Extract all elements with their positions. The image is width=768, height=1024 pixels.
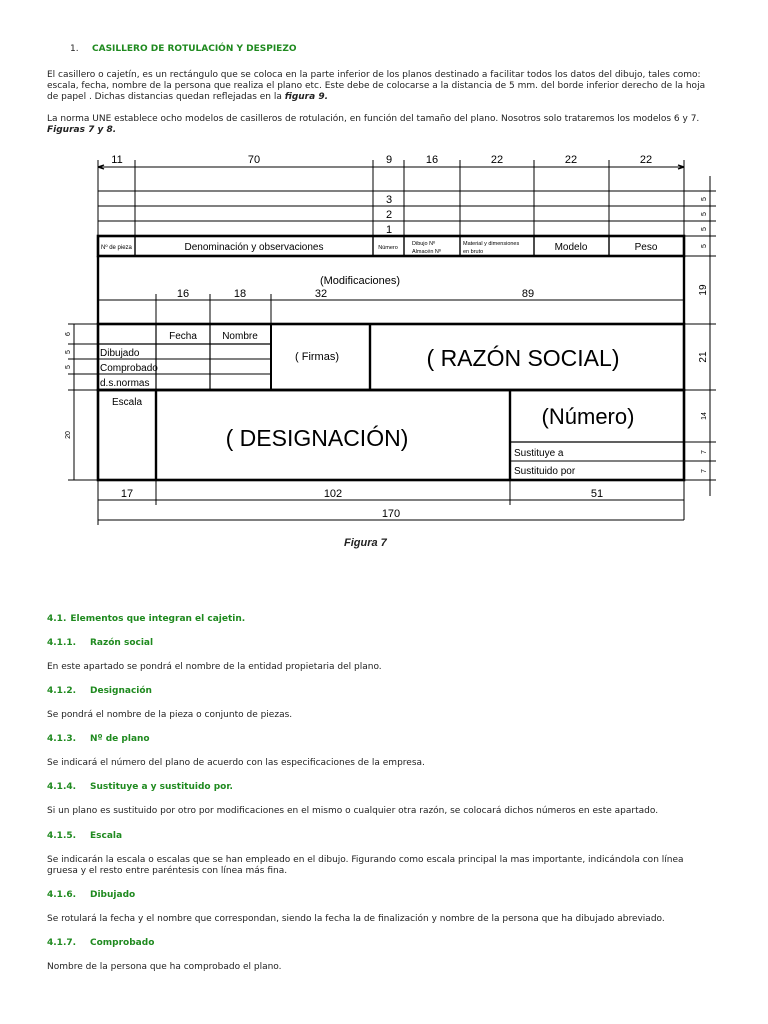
section-title: Designación [90, 686, 152, 696]
section-body: Nombre de la persona que ha comprobado el plano. [47, 962, 282, 972]
section-number: 4.1.2. [47, 686, 77, 696]
intro-figure-ref: figura 9. [284, 92, 329, 102]
numero-big: (Número) [541, 404, 635, 429]
header-peso: Peso [634, 242, 658, 253]
row-number-2: 2 [385, 209, 393, 221]
section-number: 4.1.5. [47, 831, 77, 841]
norma-text: La norma UNE establece ocho modelos de casilleros de rotulación, en función del tamaño del plano. Nosotros solo trataremos los modelos 6 y 7. [47, 114, 700, 124]
sustituido-label: Sustituido por [514, 466, 576, 477]
dim-bottom-17: 17 [120, 488, 134, 500]
section-title: Nº de plano [90, 734, 150, 744]
section-body: Si un plano es sustituido por otro por modificaciones en el mismo o cualquier otra razón, se colocará dichos números en este apartado. [47, 806, 659, 816]
header-material: Material y dimensiones [463, 241, 520, 247]
header-n-pieza: Nº de pieza [101, 245, 132, 251]
section-title: Elementos que integran el cajetin. [70, 614, 246, 624]
dim-right-14: 14 [701, 412, 708, 420]
section-body: En este apartado se pondrá el nombre de la entidad propietaria del plano. [47, 662, 382, 672]
dim-top-22a: 22 [490, 154, 504, 166]
section-title: Dibujado [90, 890, 136, 900]
section-title: Razón social [90, 638, 154, 648]
dim-left-5b: 5 [65, 365, 72, 369]
dim-right-7b: 7 [701, 469, 708, 473]
section-body: Se indicará el número del plano de acuerdo con las especificaciones de la empresa. [47, 758, 425, 768]
dim-left-20: 20 [65, 431, 72, 439]
section-title: Escala [90, 831, 123, 841]
dim-right-7a: 7 [701, 450, 708, 454]
dim-left-5a: 5 [65, 350, 72, 354]
escala-label: Escala [111, 397, 143, 408]
section-number: 4.1.3. [47, 734, 77, 744]
header-denominacion: Denominación y observaciones [184, 242, 324, 253]
section-body: Se pondrá el nombre de la pieza o conjunto de piezas. [47, 710, 293, 720]
section-4-1-3 [47, 734, 150, 744]
norma-figure-ref: Figuras 7 y 8. [47, 125, 117, 135]
section-number: 4.1.1. [47, 638, 77, 648]
dim-right-19: 19 [698, 284, 709, 296]
section-number: 4.1.6. [47, 890, 77, 900]
dim-bottom-102: 102 [323, 488, 343, 500]
section-number: 4.1.7. [47, 938, 77, 948]
heading-number: 1. [70, 44, 79, 54]
section-number: 4.1. [47, 614, 67, 624]
section-4-1-1 [47, 638, 153, 648]
dim-total-170: 170 [381, 508, 401, 520]
dim-left-6: 6 [65, 332, 72, 336]
row-number-3: 3 [385, 194, 393, 206]
designacion: ( DESIGNACIÓN) [225, 425, 409, 451]
dim-right-5d: 5 [701, 244, 708, 248]
row-comprobado: Comprobado [100, 363, 158, 374]
section-4-1-2 [47, 686, 152, 696]
section-4-1-7 [47, 938, 154, 948]
dim-bottom-51: 51 [590, 488, 604, 500]
col-nombre: Nombre [222, 331, 258, 342]
section-body: Se rotulará la fecha y el nombre que correspondan, siendo la fecha la de finalización y nombre de la persona que ha dibujado abreviado. [47, 914, 665, 924]
sustituye-label: Sustituye a [514, 448, 564, 459]
razon-social: ( RAZÓN SOCIAL) [426, 345, 620, 371]
row-dibujado: Dibujado [100, 348, 140, 359]
dim-top-11: 11 [111, 154, 123, 166]
modificaciones-label: (Modificaciones) [319, 275, 401, 287]
dim-mid-18: 18 [233, 288, 247, 300]
header-modelo: Modelo [554, 242, 588, 253]
col-fecha: Fecha [169, 331, 197, 342]
dim-top-70: 70 [247, 154, 261, 166]
dim-top-22c: 22 [639, 154, 653, 166]
dim-right-5c: 5 [701, 227, 708, 231]
section-title: Comprobado [90, 938, 155, 948]
header-bruto: en bruto [463, 249, 484, 255]
dim-right-5b: 5 [701, 212, 708, 216]
dim-right-5a: 5 [701, 197, 708, 201]
header-numero: Número [378, 245, 398, 251]
heading-title: CASILLERO DE ROTULACIÓN Y DESPIEZO [92, 44, 297, 54]
section-4-1 [47, 614, 245, 624]
section-4-1-4 [47, 782, 233, 792]
section-4-1-5 [47, 831, 122, 841]
dim-top-9: 9 [385, 154, 393, 166]
section-4-1-6 [47, 890, 135, 900]
row-dsnormas: d.s.normas [100, 378, 150, 389]
firmas-label: ( Firmas) [295, 351, 339, 363]
header-dibujo: Dibujo Nº [412, 241, 436, 247]
section-title: Sustituye a y sustituido por. [90, 782, 233, 792]
row-number-1: 1 [385, 224, 393, 236]
intro-text: El casillero o cajetín, es un rectángulo que se coloca en la parte inferior de los planos destinado a facilitar todos los datos del dibujo, tales como: escala, fecha, nombre de la persona que realiza el plano etc. Este debe de colocarse a la distancia de 5 mm. del borde inferior derecho de la hoja de papel . Dichas distancias quedan reflejadas en la [47, 70, 706, 102]
dim-mid-32: 32 [314, 288, 328, 300]
header-almacen: Almacén Nº [412, 249, 441, 255]
dim-top-22b: 22 [564, 154, 578, 166]
figure-caption: Figura 7 [344, 537, 387, 549]
dim-right-21: 21 [698, 351, 709, 363]
dim-mid-89: 89 [521, 288, 535, 300]
dim-top-16: 16 [425, 154, 439, 166]
section-number: 4.1.4. [47, 782, 77, 792]
section-body: Se indicarán la escala o escalas que se han empleado en el dibujo. Figurando como escala principal la mas importante, indicándola con línea gruesa y el resto entre paréntesis con línea más fina. [47, 855, 684, 876]
dim-mid-16: 16 [176, 288, 190, 300]
